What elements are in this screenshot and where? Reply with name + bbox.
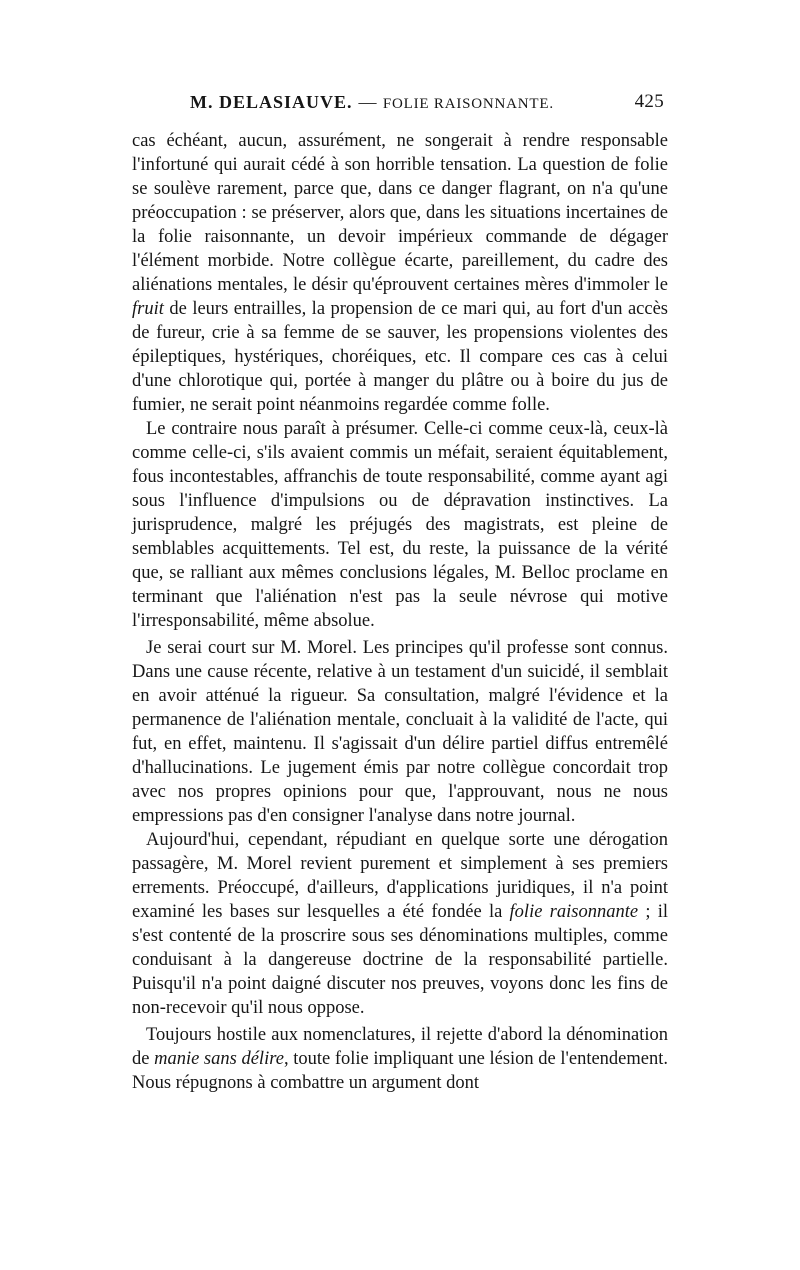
text-run: de leurs entrailles, la propension de ce mari qui, au fort d'un accès de fureur, crie à sa femme de se sauver, les propensions violentes des épileptiques, hystériques, choréiques, etc. Il compare ces cas à celui d'une chlorotique qui, portée à manger du plâtre ou à boire du jus de fumier, ne serait point néanmoins regardée comme folle. xyxy=(132,299,668,415)
paragraph xyxy=(132,828,668,1020)
italic-run: folie raisonnante xyxy=(509,902,639,922)
italic-run: manie sans délire xyxy=(154,1049,284,1069)
text-run: Le contraire nous paraît à présumer. Celle-ci comme ceux-là, ceux-là comme celle-ci, s'ils avaient commis un méfait, seraient équitablement, fous incontestables, affranchis de toute responsabilité, comme ayant agi sous l'influence d'impulsions ou de dépravation instinctives. La jurisprudence, malgré les préjugés des magistrats, est pleine de semblables acquittements. Tel est, du reste, la puissance de la vérité que, se ralliant aux mêmes conclusions légales, M. Belloc proclame en terminant que l'aliénation n'est pas la seule névrose qui motive l'irresponsabilité, même absolue. xyxy=(132,419,668,631)
paragraph xyxy=(132,636,668,828)
text-run: Aujourd'hui, cependant, répudiant en quelque sorte une dérogation passagère, M. Morel revient purement et simplement à ses premiers errements. Préoccupé, d'ailleurs, d'applications juridiques, il n'a point examiné les bases sur lesquelles a été fondée la xyxy=(132,830,668,922)
text-run: cas échéant, aucun, assurément, ne songerait à rendre responsable l'infortuné qui aurait cédé à son horrible tensation. La question de folie se soulève rarement, parce que, dans ce danger flagrant, on n'a qu'une préoccupation : se préserver, alors que, dans les situations incertaines de la folie raisonnante, un devoir impérieux commande de dégager l'élément morbide. Notre collègue écarte, pareillement, du cadre des aliénations mentales, le désir qu'éprouvent certaines mères d'immoler le xyxy=(132,131,668,295)
paragraph xyxy=(132,129,668,417)
text-run: Toujours hostile aux nomenclatures, il rejette d'abord la dénomination de xyxy=(132,1025,668,1069)
header-author: M. DELASIAUVE. xyxy=(190,92,353,112)
italic-run: fruit xyxy=(132,299,164,319)
paragraph xyxy=(132,1023,668,1095)
text-run: ; il s'est contenté de la proscrire sous ses dénominations multiples, comme conduisant à la dangereuse doctrine de la responsabilité partielle. Puisqu'il n'a point daigné discuter nos preuves, voyons donc les fins de non-recevoir qu'il nous oppose. xyxy=(132,902,668,1018)
header-separator: — xyxy=(358,92,377,112)
header-title: FOLIE RAISONNANTE. xyxy=(382,96,554,112)
text-run: , toute folie impliquant une lésion de l'entendement. Nous répugnons à combattre un argument dont xyxy=(132,1049,668,1093)
body-text xyxy=(132,129,668,1095)
running-head xyxy=(190,91,664,115)
text-run: Je serai court sur M. Morel. Les principes qu'il professe sont connus. Dans une cause récente, relative à un testament d'un suicidé, il semblait en avoir atténué la rigueur. Sa consultation, malgré l'évidence et la permanence de l'aliénation mentale, concluait à la validité de l'acte, qui fut, en effet, maintenu. Il s'agissait d'un délire partiel diffus entremêlé d'hallucinations. Le jugement émis par notre collègue concordait trop avec nos propres opinions pour que, l'approuvant, nous ne nous empressions pas d'en consigner l'analyse dans notre journal. xyxy=(132,638,668,826)
paragraph xyxy=(132,417,668,633)
page-number: 425 xyxy=(634,91,664,112)
